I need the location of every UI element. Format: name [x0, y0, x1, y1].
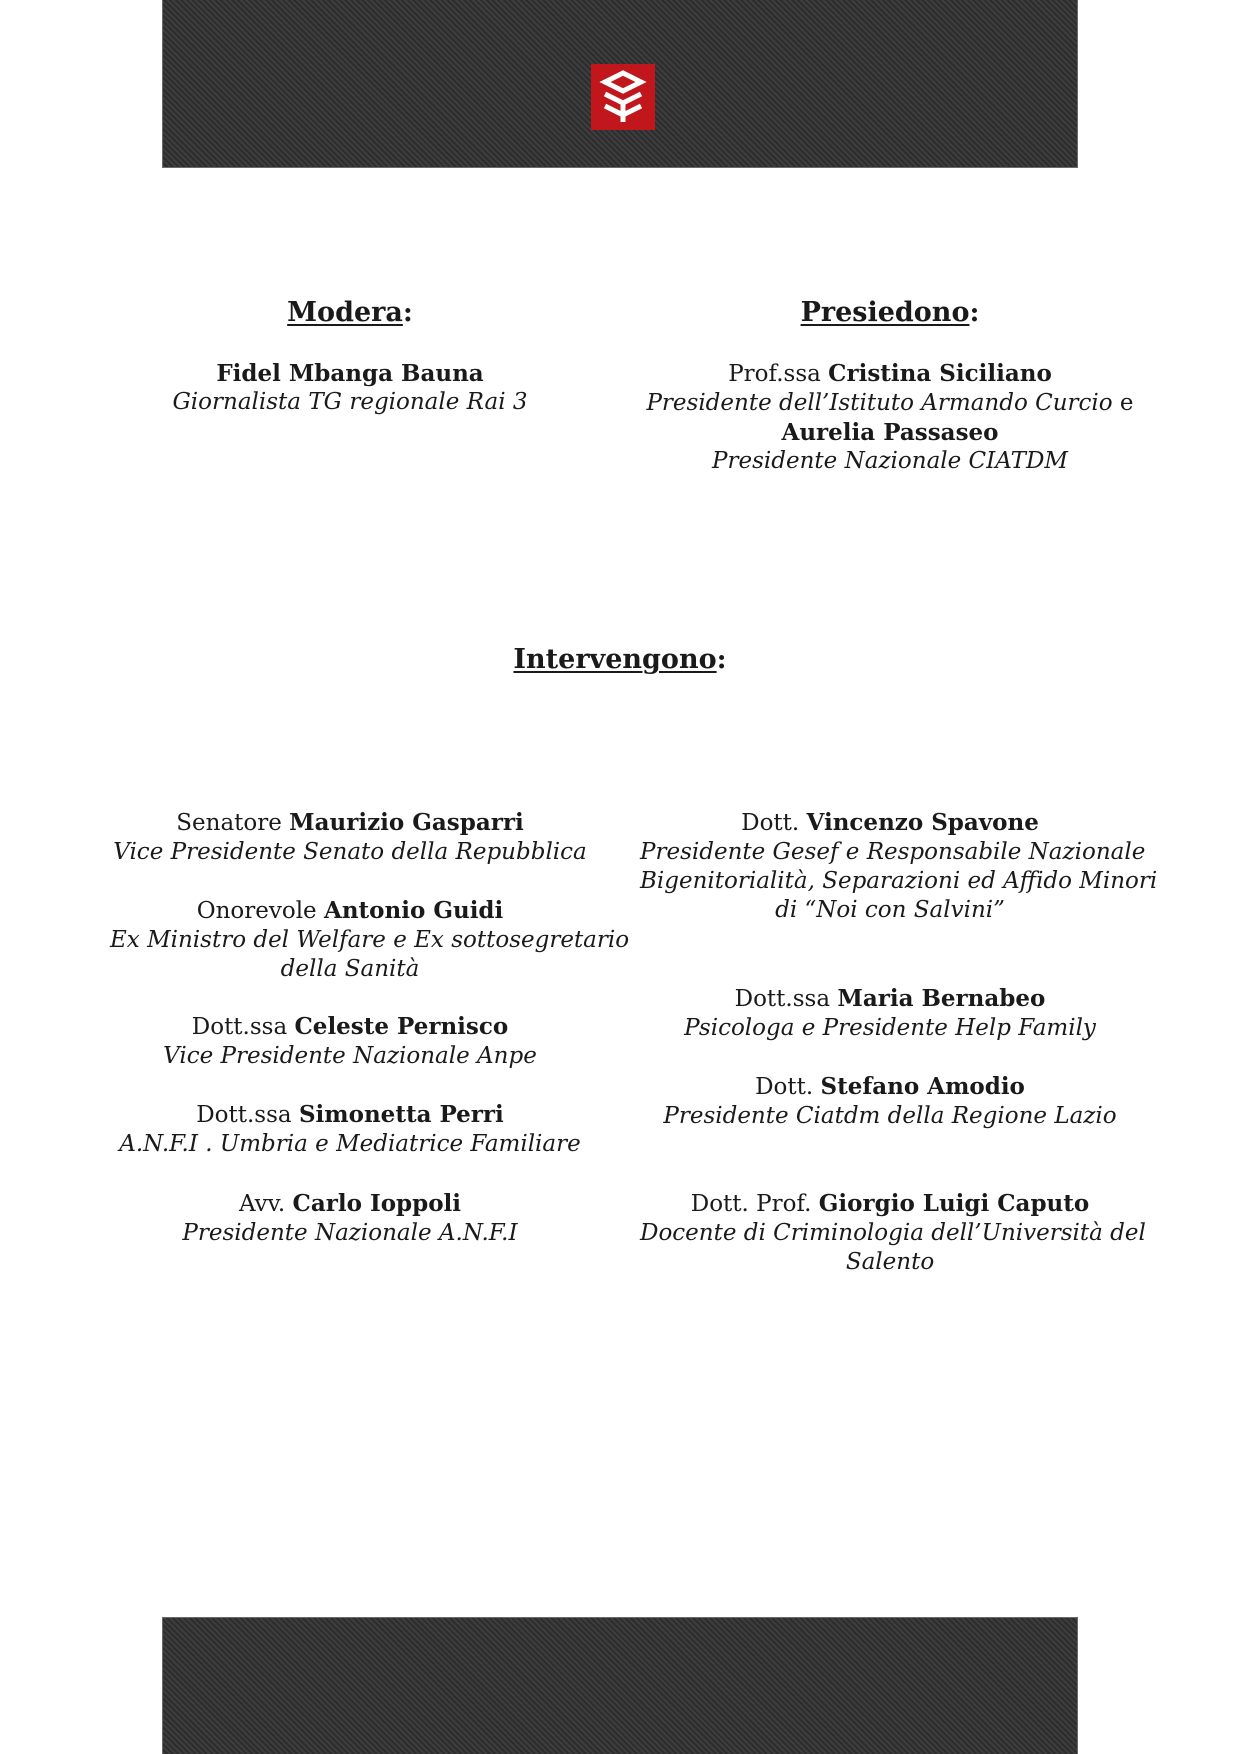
speaker-entry: [640, 984, 1140, 1043]
footer-band: [162, 1617, 1078, 1754]
speaker-entry: [640, 1072, 1140, 1131]
speaker-role: Presidente Ciatdm della Regione Lazio: [663, 1103, 1117, 1129]
speaker-line: [640, 1189, 1140, 1219]
speaker-line: [110, 1189, 590, 1219]
speaker-line: [640, 808, 1140, 838]
speaker-role: della Sanità: [280, 956, 420, 982]
speaker-line: [110, 1100, 590, 1130]
speaker-title: Dott.: [741, 810, 800, 836]
speaker-line: [640, 1072, 1140, 1102]
speaker-name: Giorgio Luigi Caputo: [818, 1190, 1090, 1217]
speaker-role: Vice Presidente Nazionale Anpe: [163, 1043, 537, 1069]
speaker-title: Dott. Prof.: [690, 1191, 812, 1217]
speakers-right-column: [640, 0, 1158, 1300]
speaker-title: Dott.: [755, 1074, 814, 1100]
speaker-title: Dott.ssa: [196, 1102, 292, 1128]
presiding-first-title: Prof.ssa: [728, 361, 821, 387]
speaker-title: Avv.: [238, 1191, 286, 1217]
speaker-entry: [110, 1100, 590, 1159]
speaker-name: Antonio Guidi: [323, 897, 504, 924]
speaker-entry: [110, 1189, 590, 1248]
speaker-entry: [640, 808, 1158, 925]
speaker-role: Presidente Gesef e Responsabile Nazionale: [640, 839, 1146, 865]
speaker-role: di “Noi con Salvini”: [775, 897, 1005, 923]
speaker-title: Onorevole: [196, 898, 317, 924]
speaker-role: A.N.F.I . Umbria e Mediatrice Familiare: [119, 1131, 581, 1157]
speaker-name: Carlo Ioppoli: [292, 1190, 462, 1217]
speaker-role: Docente di Criminologia dell’Università del: [640, 1220, 1146, 1246]
speaker-name: Vincenzo Spavone: [806, 809, 1039, 836]
speaker-role: Presidente Nazionale A.N.F.I: [182, 1220, 518, 1246]
speaker-line: [640, 984, 1140, 1014]
speaker-name: Simonetta Perri: [298, 1101, 504, 1128]
speaker-name: Stefano Amodio: [820, 1073, 1025, 1100]
moderator-role: Giornalista TG regionale Rai 3: [172, 389, 528, 415]
presiding-heading-colon: :: [969, 297, 980, 328]
presiding-first-name: Cristina Siciliano: [828, 360, 1052, 387]
speaker-line: [110, 1012, 590, 1042]
moderator-heading-text: Modera: [287, 297, 403, 328]
speaker-entry: [640, 1189, 1146, 1277]
speaker-role: Ex Ministro del Welfare e Ex sottosegretario: [110, 927, 630, 953]
speaker-entry: [110, 808, 590, 867]
speaker-line: [110, 808, 590, 838]
speaker-entry: [110, 1012, 590, 1071]
presiding-heading-text: Presiedono: [800, 297, 970, 328]
speaker-role: Bigenitorialità, Separazioni ed Affido Minori: [640, 868, 1158, 894]
moderator-heading-colon: :: [402, 297, 413, 328]
speaker-title: Dott.ssa: [191, 1014, 288, 1040]
speaker-role: Psicologa e Presidente Help Family: [684, 1015, 1096, 1041]
speakers-heading-colon: :: [716, 644, 727, 675]
speakers-heading-text: Intervengono: [513, 644, 717, 675]
presiding-conjunction: e: [1119, 390, 1134, 416]
speaker-role: Vice Presidente Senato della Repubblica: [113, 839, 587, 865]
speaker-role: Salento: [845, 1249, 935, 1275]
moderator-name: Fidel Mbanga Bauna: [216, 360, 484, 387]
speaker-entry: [110, 896, 630, 984]
presiding-second-role: Presidente Nazionale CIATDM: [712, 448, 1068, 474]
speaker-name: Celeste Pernisco: [294, 1013, 509, 1040]
speaker-line: [110, 896, 590, 926]
speaker-name: Maurizio Gasparri: [289, 809, 524, 836]
presiding-first-role: Presidente dell’Istituto Armando Curcio: [646, 390, 1113, 416]
speaker-title: Senatore: [176, 810, 282, 836]
speaker-title: Dott.ssa: [734, 986, 831, 1012]
speaker-name: Maria Bernabeo: [837, 985, 1046, 1012]
presiding-second-name: Aurelia Passaseo: [781, 419, 999, 446]
